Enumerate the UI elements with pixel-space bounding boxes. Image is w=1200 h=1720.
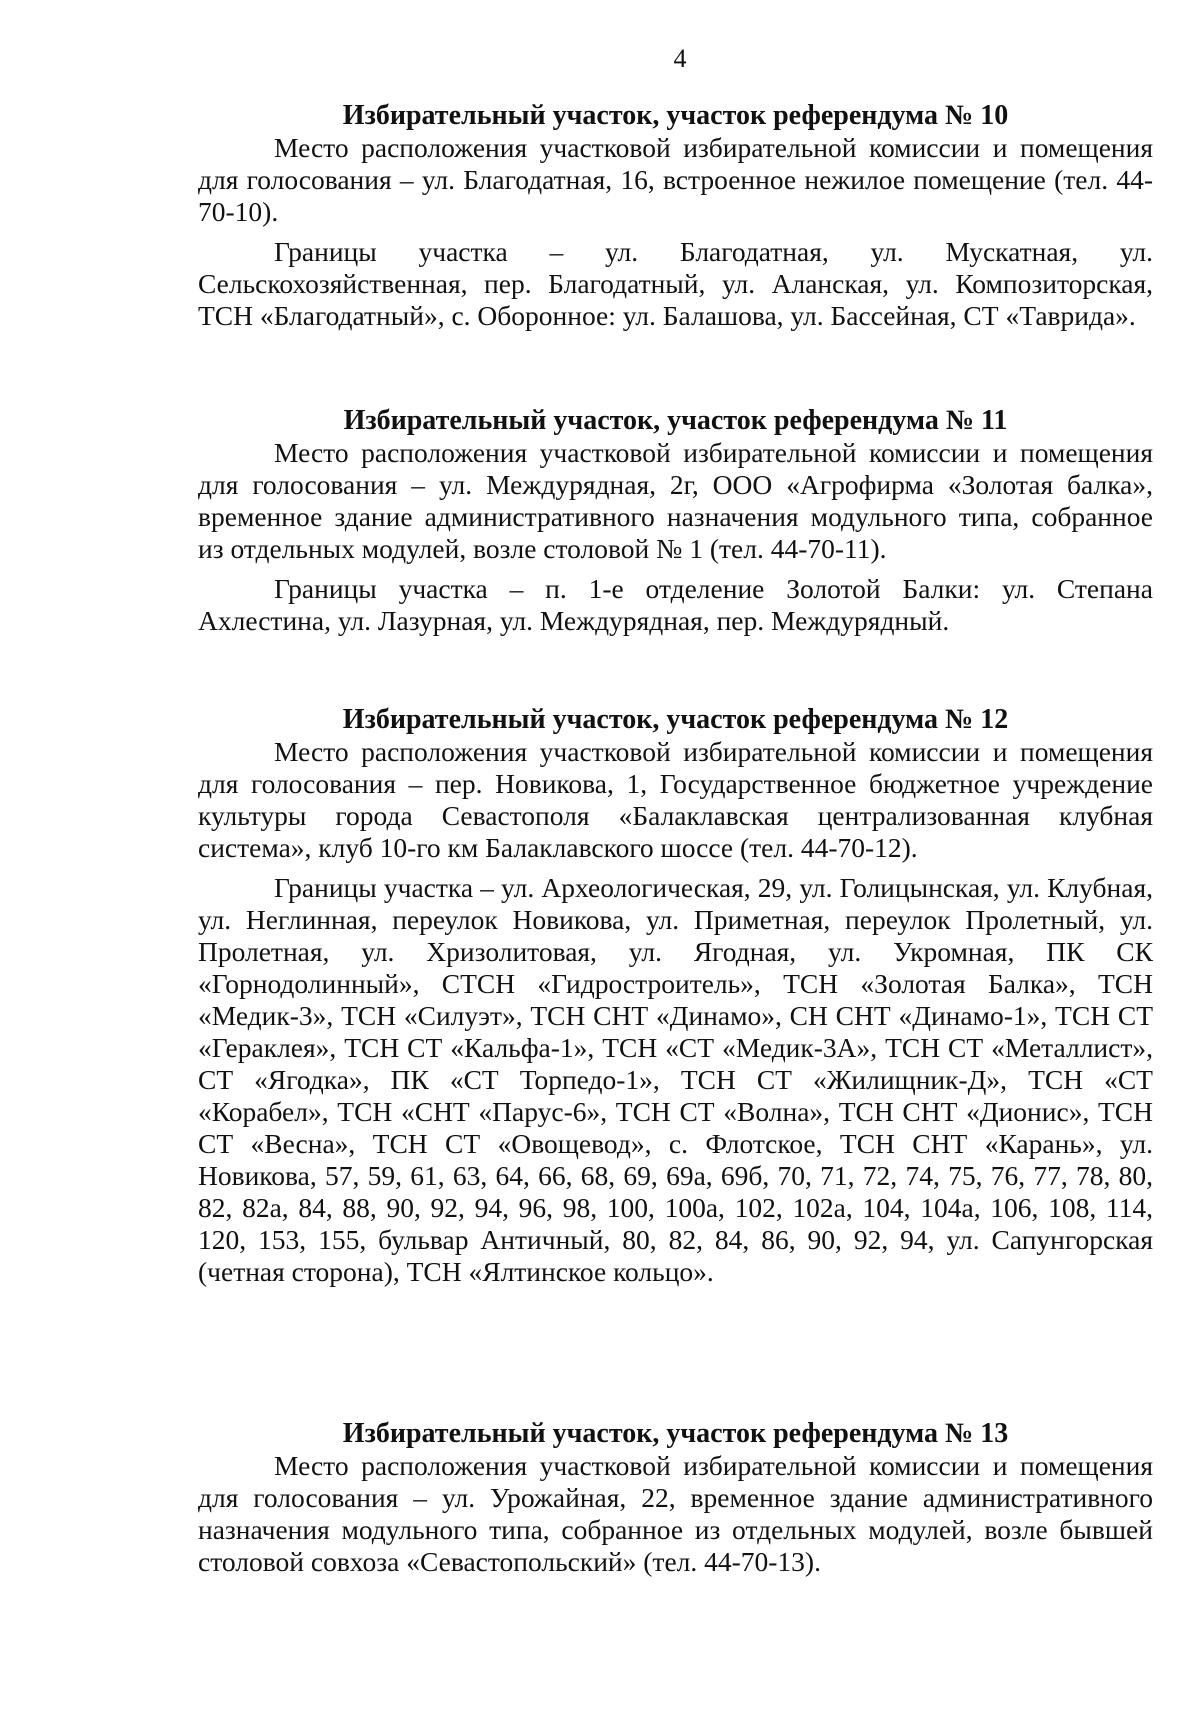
precinct-10-heading: Избирательный участок, участок референдума № 10 <box>342 100 1009 131</box>
precinct-12-boundaries: Границы участка – ул. Археологическая, 29, ул. Голицынская, ул. Клубная, ул. Неглинная, переулок Новикова, ул. Приметная, переулок Пролетный, ул. Пролетная, ул. Хризолитовая, ул. Ягодная, ул. Укромная, ПК СК «Горнодолинный», СТСН «Гидростроитель», ТСН «Золотая Балка», ТСН «Медик-3», ТСН «Силуэт», ТСН СНТ «Динамо», СН СНТ «Динамо-1», ТСН СТ «Гераклея», ТСН СТ «Кальфа-1», ТСН «СТ «Медик-3А», ТСН СТ «Металлист», СТ «Ягодка», ПК «СТ Торпедо-1», ТСН СТ «Жилищник-Д», ТСН «СТ «Корабел», ТСН «СНТ «Парус-6», ТСН СТ «Волна», ТСН СНТ «Дионис», ТСН СТ «Весна», ТСН СТ «Овощевод», с. Флотское, ТСН СНТ «Карань», ул. Новикова, 57, 59, 61, 63, 64, 66, 68, 69, 69а, 69б, 70, 71, 72, 74, 75, 76, 77, 78, 80, 82, 82а, 84, 88, 90, 92, 94, 96, 98, 100, 100а, 102, 102а, 104, 104а, 106, 108, 114, 120, 153, 155, бульвар Античный, 80, 82, 84, 86, 90, 92, 94, ул. Сапунгорская (четная сторона), ТСН «Ялтинское кольцо». <box>198 872 1153 1287</box>
precinct-13-section <box>198 1418 1153 1578</box>
precinct-11-section <box>198 405 1153 637</box>
precinct-11-location: Место расположения участковой избирательной комиссии и помещения для голосования – ул. Междурядная, 2г, ООО «Агрофирма «Золотая балка», временное здание административного назначения модульного типа, собранное из отдельных модулей, возле столовой № 1 (тел. 44-70-11). <box>198 437 1153 564</box>
precinct-12-location: Место расположения участковой избирательной комиссии и помещения для голосования – пер. Новикова, 1, Государственное бюджетное учреждение культуры города Севастополя «Балаклавская централизованная клубная система», клуб 10-го км Балаклавского шоссе (тел. 44-70-12). <box>198 736 1153 863</box>
page-number: 4 <box>673 44 687 73</box>
precinct-10-location: Место расположения участковой избирательной комиссии и помещения для голосования – ул. Благодатная, 16, встроенное нежилое помещение (тел. 44-70-10). <box>198 132 1153 227</box>
precinct-12-section <box>198 704 1153 1288</box>
precinct-10-section <box>198 100 1153 332</box>
precinct-12-heading: Избирательный участок, участок референдума № 12 <box>342 704 1009 735</box>
precinct-13-heading: Избирательный участок, участок референдума № 13 <box>342 1418 1009 1449</box>
precinct-10-boundaries: Границы участка – ул. Благодатная, ул. Мускатная, ул. Сельскохозяйственная, пер. Благодатный, ул. Аланская, ул. Композиторская, ТСН «Благодатный», с. Оборонное: ул. Балашова, ул. Бассейная, СТ «Таврида». <box>198 236 1153 331</box>
precinct-11-boundaries: Границы участка – п. 1-е отделение Золотой Балки: ул. Степана Ахлестина, ул. Лазурная, ул. Междурядная, пер. Междурядный. <box>198 573 1153 636</box>
precinct-13-location: Место расположения участковой избирательной комиссии и помещения для голосования – ул. Урожайная, 22, временное здание административного назначения модульного типа, собранное из отдельных модулей, возле бывшей столовой совхоза «Севастопольский» (тел. 44-70-13). <box>198 1450 1153 1577</box>
precinct-11-heading: Избирательный участок, участок референдума № 11 <box>343 405 1008 436</box>
